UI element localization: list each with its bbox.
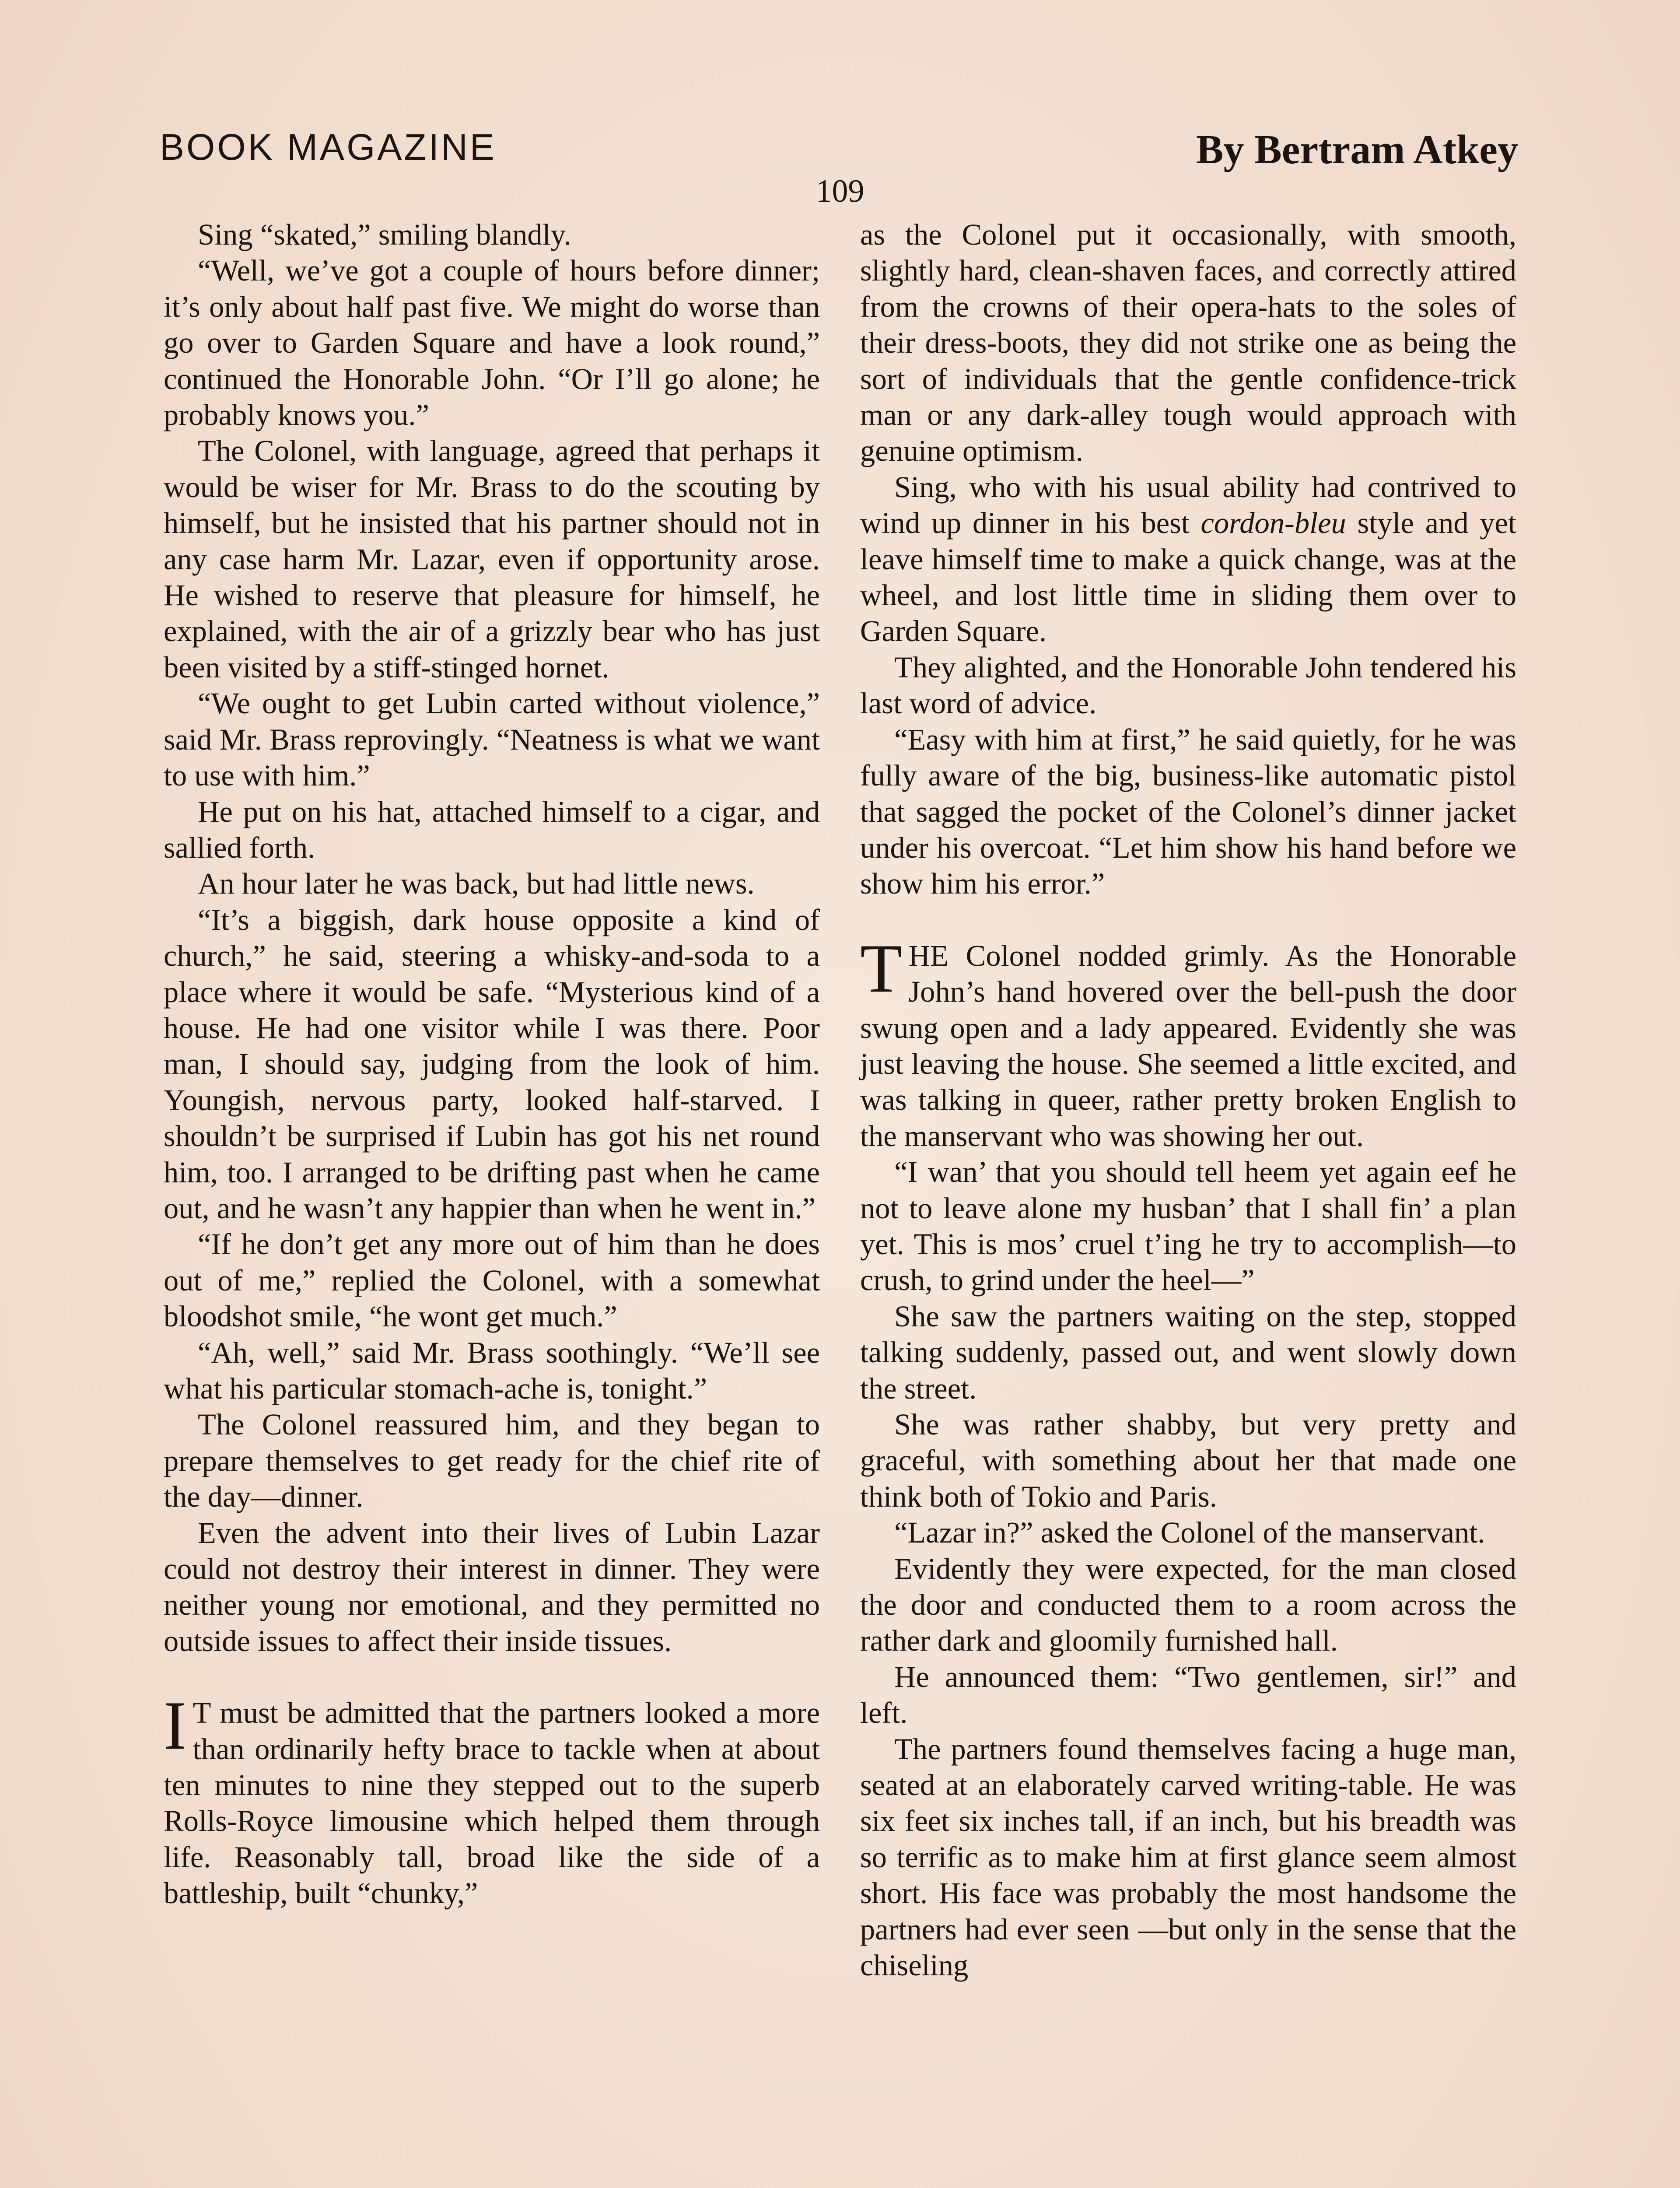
paragraph: Evidently they were expected, for the man closed the door and conducted them to a room across the rather dark and gloomily furnished hall. — [860, 1552, 1516, 1658]
drop-cap: I — [164, 1687, 187, 1764]
paragraph: The Colonel reassured him, and they began to prepare themselves to get ready for the chief rite of the day—dinner. — [164, 1408, 820, 1514]
paragraph: He announced them: “Two gentlemen, sir!” and left. — [860, 1660, 1516, 1730]
paragraph: “I wan’ that you should tell heem yet again eef he not to leave alone my husban’ that I shall fin’ a plan yet. This is mos’ cruel t’ing he try to accomplish—to crush, to grind under the heel—” — [860, 1155, 1516, 1297]
paragraph: An hour later he was back, but had little news. — [198, 867, 755, 901]
paragraph-text: style and yet leave himself time to make a quick change, was at the wheel, and lost little time in sliding them over to Garden Square. — [860, 506, 1516, 648]
section-opening-paragraph — [164, 1687, 820, 1911]
paragraph: She saw the partners waiting on the step, stopped talking suddenly, passed out, and went slowly down the street. — [860, 1299, 1516, 1405]
paragraph: as the Colonel put it occasionally, with smooth, slightly hard, clean-shaven faces, and correctly attired from the crowns of their opera-hats to the soles of their dress-boots, they did not strike one as being the sort of individuals that the gentle confidence-trick man or any dark-alley tough would approach with genuine optimism. — [860, 218, 1516, 468]
paragraph: They alighted, and the Honorable John tendered his last word of advice. — [860, 650, 1516, 720]
paragraph: She was rather shabby, but very pretty and graceful, with something about her that made one think both of Tokio and Paris. — [860, 1408, 1516, 1513]
paragraph-text: T must be admitted that the partners looked a more than ordinarily hefty brace to tackle when at about ten minutes to nine they stepped out to the superb Rolls-Royce limousine which helped them through life. Reasonably tall, broad like the side of a battleship, built “chunky,” — [164, 1696, 820, 1910]
paragraph: “Easy with him at first,” he said quietly, for he was fully aware of the big, business-like automatic pistol that sagged the pocket of the Colonel’s dinner jacket under his overcoat. “Let him show his hand before we show him his error.” — [860, 722, 1516, 901]
drop-cap: T — [860, 930, 903, 1007]
paragraph: “We ought to get Lubin carted without violence,” said Mr. Brass reprovingly. “Neatness is what we want to use with him.” — [164, 687, 820, 792]
paragraph: “It’s a biggish, dark house opposite a kind of church,” he said, steering a whisky-and-soda to a place where it would be safe. “Mysterious kind of a house. He had one visitor while I was there. Poor man, I should say, judging from the look of him. Youngish, nervous party, looked half-starved. I shouldn’t be surprised if Lubin has got his net round him, too. I arranged to be drifting past when he came out, and he wasn’t any happier than when he went in.” — [164, 903, 820, 1225]
paragraph — [860, 469, 1516, 649]
paragraph: “Lazar in?” asked the Colonel of the manservant. — [894, 1516, 1485, 1550]
right-column — [860, 217, 1516, 1984]
author-byline: By Bertram Atkey — [1196, 127, 1518, 172]
paragraph-text: Sing, who with his usual ability had contrived to wind up dinner in his best — [860, 470, 1516, 540]
italic-term: cordon-bleu — [1200, 506, 1346, 540]
left-column — [164, 217, 820, 1911]
paragraph: He put on his hat, attached himself to a cigar, and sallied forth. — [164, 795, 820, 864]
paragraph: The partners found themselves facing a huge man, seated at an elaborately carved writing-table. He was six feet six inches tall, if an inch, but his breadth was so terrific as to make him at first glance seem almost short. His face was probably the most handsome the partners had ever seen —but only in the sense that the chiseling — [860, 1732, 1516, 1982]
paragraph: Even the advent into their lives of Lubin Lazar could not destroy their interest in dinner. They were neither young nor emotional, and they permitted no outside issues to affect their inside tissues. — [164, 1516, 820, 1658]
section-opening-paragraph — [860, 930, 1516, 1154]
paragraph: “If he don’t get any more out of him than he does out of me,” replied the Colonel, with a somewhat bloodshot smile, “he wont get much.” — [164, 1227, 820, 1333]
paragraph: “Ah, well,” said Mr. Brass soothingly. “We’ll see what his particular stomach-ache is, tonight.” — [164, 1336, 820, 1405]
paragraph-text: HE Colonel nodded grimly. As the Honorable John’s hand hovered over the bell-push the door swung open and a lady appeared. Evidently she was just leaving the house. She seemed a little excited, and was talking in queer, rather pretty broken English to the manservant who was showing her out. — [860, 939, 1516, 1153]
page-number: 109 — [816, 173, 864, 209]
paragraph: Sing “skated,” smiling blandly. — [198, 218, 571, 251]
magazine-title: BOOK MAGAZINE — [160, 126, 497, 168]
paragraph: The Colonel, with language, agreed that perhaps it would be wiser for Mr. Brass to do the scouting by himself, but he insisted that his partner should not in any case harm Mr. Lazar, even if opportunity arose. He wished to reserve that pleasure for himself, he explained, with the air of a grizzly bear who has just been visited by a stiff-stinged hornet. — [164, 434, 820, 684]
paragraph: “Well, we’ve got a couple of hours before dinner; it’s only about half past five. We might do worse than go over to Garden Square and have a look round,” continued the Honorable John. “Or I’ll go alone; he probably knows you.” — [164, 254, 820, 432]
